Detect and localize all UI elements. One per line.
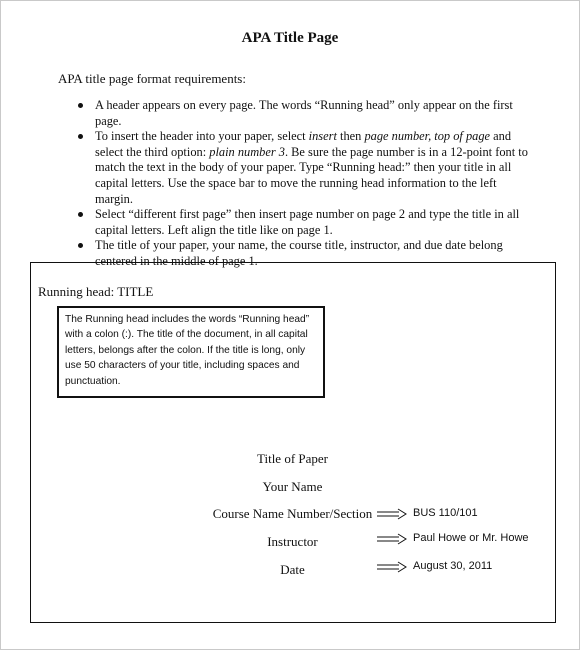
requirement-text: then <box>336 129 365 144</box>
requirement-text: insert <box>308 129 337 144</box>
requirement-item <box>95 207 535 238</box>
course-line: Course Name Number/Section <box>212 506 373 521</box>
arrow-right-icon <box>377 533 407 545</box>
requirement-text: and select the third option: <box>95 129 512 159</box>
requirement-text: The title of your paper, your name, the course title, instructor, and due date belong centered in the middle of page 1. <box>95 238 503 268</box>
requirement-text: . Be sure the page number is in a 12-point font to match the text in the body of your paper. Type “Running head:” then your title in all capital letters. Use the space bar to move the running head information to the left margin. <box>95 144 528 206</box>
running-head: Running head: TITLE <box>38 284 154 299</box>
course-example: BUS 110/101 <box>413 507 478 519</box>
page-title: APA Title Page <box>241 30 339 46</box>
intro-text: APA title page format requirements: <box>58 71 246 86</box>
title-of-paper: Title of Paper <box>256 451 329 466</box>
date-example: August 30, 2011 <box>413 560 493 572</box>
arrow-right-icon <box>377 561 407 573</box>
arrow-right-icon <box>377 508 407 520</box>
requirement-item <box>95 98 535 129</box>
requirement-item <box>95 129 535 207</box>
your-name: Your Name <box>262 479 323 494</box>
requirements-list <box>95 98 535 270</box>
date-line: Date <box>280 562 305 577</box>
running-head-callout: The Running head includes the words “Running head” with a colon (:). The title of the document, in all capital letters, belongs after the colon. If the title is long, only use 50 characters of your title, including spaces and punctuation. <box>57 306 325 398</box>
requirement-text: To insert the header into your paper, select <box>95 129 309 144</box>
instructor-example: Paul Howe or Mr. Howe <box>413 532 529 544</box>
requirement-text: plain number 3 <box>209 144 285 159</box>
requirement-text: Select “different first page” then insert page number on page 2 and type the title in all capital letters. Left align the title like on page 1. <box>95 207 520 237</box>
requirement-text: A header appears on every page. The words “Running head” only appear on the first page. <box>95 98 513 128</box>
requirement-text: page number, top of page <box>364 129 491 144</box>
instructor-line: Instructor <box>267 534 318 549</box>
